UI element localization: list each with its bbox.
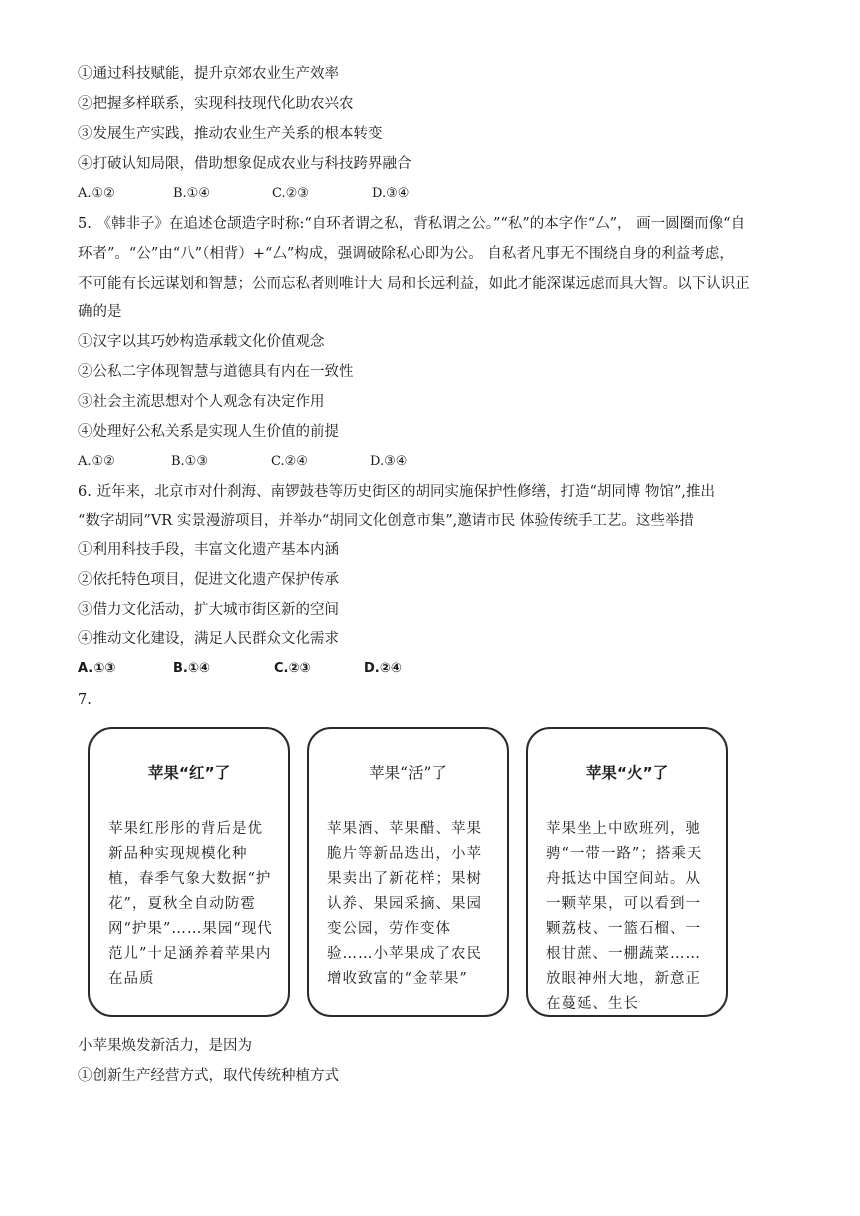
q5-stem-line-4: 确的是 xyxy=(78,304,122,320)
q4-item-1: ①通过科技赋能，提升京郊农业生产效率 xyxy=(78,66,339,82)
q7-stem: 小苹果焕发新活力，是因为 xyxy=(78,1038,252,1054)
q7-card-red xyxy=(88,727,290,1017)
q6-option-b[interactable]: B.①④ xyxy=(173,661,210,676)
card-body: 苹果红彤彤的背后是优新品种实现规模化种植，春季气象大数据“护花”，夏秋全自动防雹网“护果”……果园“现代范儿”十足涵养着苹果内在品质 xyxy=(108,821,273,987)
q4-item-4: ④打破认知局限，借助想象促成农业与科技跨界融合 xyxy=(78,156,412,172)
q6-item-3: ③借力文化活动，扩大城市街区新的空间 xyxy=(78,602,339,618)
q5-stem-line-3: 不可能有长远谋划和智慧；公而忘私者则唯计大 局和长远利益，如此才能深谋远虑而具大智。以下认识正 xyxy=(78,276,750,292)
q6-option-a[interactable]: A.①③ xyxy=(78,661,116,676)
q6-option-c[interactable]: C.②③ xyxy=(274,661,311,676)
q5-stem-line-1: 5. 《韩非子》在追述仓颉造字时称:“自环者谓之私，背私谓之公。”“私”的本字作“厶”， 画一圆圈而像“自 xyxy=(78,216,746,232)
q6-item-1: ①利用科技手段，丰富文化遗产基本内涵 xyxy=(78,542,339,558)
q5-option-b[interactable]: B.①③ xyxy=(171,454,208,469)
q5-option-a[interactable]: A.①② xyxy=(78,454,115,469)
card-body: 苹果酒、苹果醋、苹果脆片等新品迭出，小苹果卖出了新花样；果树认养、果园采摘、果园变公园，劳作变体验……小苹果成了农民增收致富的“金苹果” xyxy=(327,821,482,987)
card-title: 苹果“红”了 xyxy=(147,764,231,782)
q4-option-d[interactable]: D.③④ xyxy=(372,186,410,201)
q7-number: 7. xyxy=(78,692,92,708)
q6-item-2: ②依托特色项目，促进文化遗产保护传承 xyxy=(78,572,339,588)
q5-item-1: ①汉字以其巧妙构造承载文化价值观念 xyxy=(78,334,325,350)
card-body: 苹果坐上中欧班列，驰骋“一带一路”；搭乘天舟抵达中国空间站。从一颗苹果，可以看到一颗荔枝、一篮石榴、一根甘蔗、一棚蔬菜……放眼神州大地，新意正在蔓延、生长 xyxy=(546,821,703,1012)
q7-card-alive xyxy=(307,727,509,1017)
q4-option-a[interactable]: A.①② xyxy=(78,186,115,201)
card-title: 苹果“活”了 xyxy=(369,764,447,782)
q4-option-b[interactable]: B.①④ xyxy=(173,186,210,201)
q4-option-c[interactable]: C.②③ xyxy=(272,186,309,201)
q6-stem-line-2: “数字胡同”VR 实景漫游项目，并举办“胡同文化创意市集”,邀请市民 体验传统手工艺。这些举措 xyxy=(78,513,694,529)
q5-option-c[interactable]: C.②④ xyxy=(271,454,308,469)
q5-item-2: ②公私二字体现智慧与道德具有内在一致性 xyxy=(78,364,354,380)
q6-option-d[interactable]: D.②④ xyxy=(364,661,402,676)
q5-item-4: ④处理好公私关系是实现人生价值的前提 xyxy=(78,424,339,440)
q4-item-3: ③发展生产实践，推动农业生产关系的根本转变 xyxy=(78,126,383,142)
q4-item-2: ②把握多样联系，实现科技现代化助农兴农 xyxy=(78,96,354,112)
q7-item-1: ①创新生产经营方式，取代传统种植方式 xyxy=(78,1068,339,1084)
q5-option-d[interactable]: D.③④ xyxy=(370,454,408,469)
card-title: 苹果“火”了 xyxy=(585,764,669,782)
q5-item-3: ③社会主流思想对个人观念有决定作用 xyxy=(78,394,325,410)
q6-item-4: ④推动文化建设，满足人民群众文化需求 xyxy=(78,631,339,647)
q6-stem-line-1: 6. 近年来，北京市对什刹海、南锣鼓巷等历史街区的胡同实施保护性修缮，打造“胡同博 物馆”,推出 xyxy=(78,484,715,500)
q5-stem-line-2: 环者”。“公”由“八”（相背）+“厶”构成，强调破除私心即为公。 自私者凡事无不围绕自身的利益考虑， xyxy=(78,246,734,262)
q7-card-hot xyxy=(526,727,728,1017)
